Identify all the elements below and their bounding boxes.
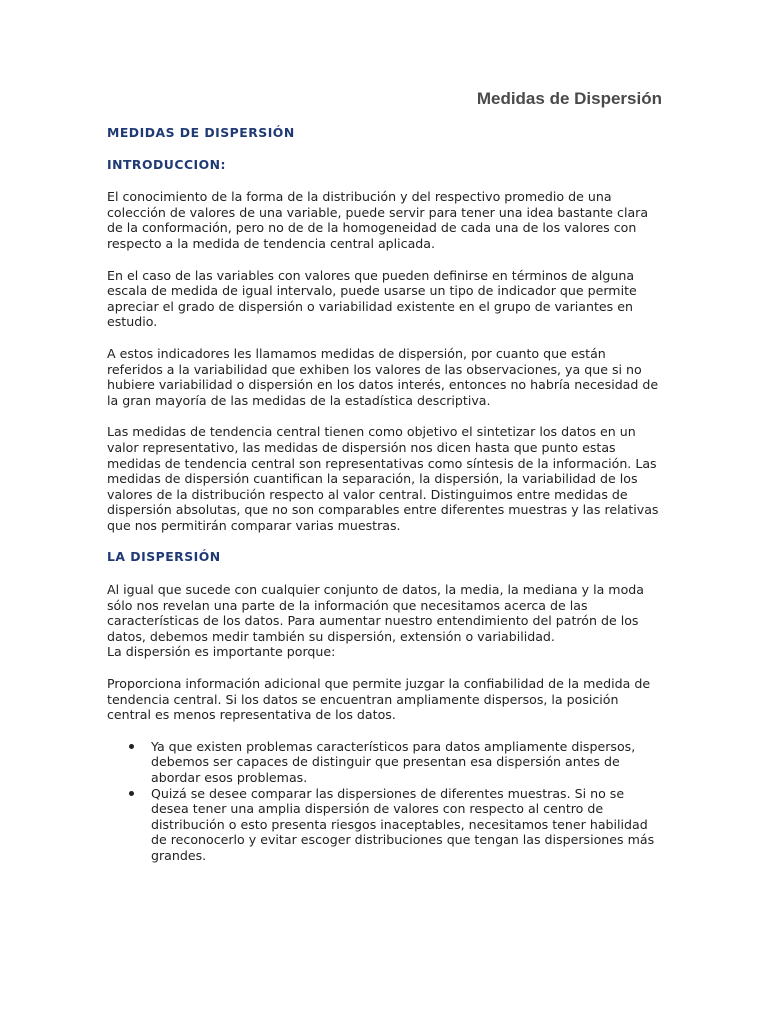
list-item-text: Ya que existen problemas característicos para datos ampliamente dispersos, debemos ser capaces de distinguir que presentan esa dispersión antes de abordar esos problemas. [151, 738, 636, 785]
list-item [107, 739, 662, 786]
section-heading-dispersion: LA DISPERSIÓN [107, 549, 221, 565]
reasons-list [107, 739, 662, 864]
bullet-icon [129, 744, 134, 749]
reason-paragraph: Proporciona información adicional que permite juzgar la confiabilidad de la medida de tendencia central. Si los datos se encuentran ampliamente dispersos, la posición central es menos representativa de los datos. [107, 676, 651, 723]
intro-paragraph: A estos indicadores les llamamos medidas de dispersión, por cuanto que están referidos a la variabilidad que exhiben los valores de las observaciones, ya que si no hubiere variabilidad o dispersión en los datos interés, entonces no habría necesidad de la gran mayoría de las medidas de la estadística descriptiva. [107, 345, 659, 408]
section-heading-main: MEDIDAS DE DISPERSIÓN [107, 125, 295, 140]
intro-paragraph: Las medidas de tendencia central tienen como objetivo el sintetizar los datos en un valor representativo, las medidas de dispersión nos dicen hasta que punto estas medidas de tendencia central son representativas como síntesis de la información. Las medidas de dispersión cuantifican la separación, la dispersión, la variabilidad de los valores de la distribución respecto al valor central. Distinguimos entre medidas de dispersión absolutas, que no son comparables entre diferentes muestras y las relativas que nos permitirán comparar varias muestras. [107, 424, 659, 533]
document-body [107, 125, 662, 864]
list-item-text: Quizá se desee comparar las dispersiones de diferentes muestras. Si no se desea tener una amplia dispersión de valores con respecto al centro de distribución o esto presenta riesgos inaceptables, necesitamos tener habilidad de reconocerlo y evitar escoger distribuciones que tengan las dispersiones más grandes. [151, 785, 655, 863]
section-heading-intro: INTRODUCCION: [107, 156, 227, 172]
intro-paragraph: El conocimiento de la forma de la distribución y del respectivo promedio de una colección de valores de una variable, puede servir para tener una idea bastante clara de la conformación, pero no de de la homogeneidad de cada una de los valores con respecto a la medida de tendencia central aplicada. [107, 189, 649, 251]
document-title: Medidas de Dispersión [476, 89, 662, 108]
list-item [107, 786, 662, 864]
dispersion-paragraph: Al igual que sucede con cualquier conjunto de datos, la media, la mediana y la moda sólo nos revelan una parte de la información que necesitamos acerca de las características de los datos. Para aumentar nuestro entendimiento del patrón de los datos, debemos medir también su dispersión, extensión o variabilidad. [107, 582, 644, 644]
dispersion-importance-line: La dispersión es importante porque: [107, 644, 336, 660]
bullet-icon [129, 791, 134, 796]
intro-paragraph: En el caso de las variables con valores que pueden definirse en términos de alguna escala de medida de igual intervalo, puede usarse un tipo de indicador que permite apreciar el grado de dispersión o variabilidad existente en el grupo de variantes en estudio. [107, 267, 637, 330]
